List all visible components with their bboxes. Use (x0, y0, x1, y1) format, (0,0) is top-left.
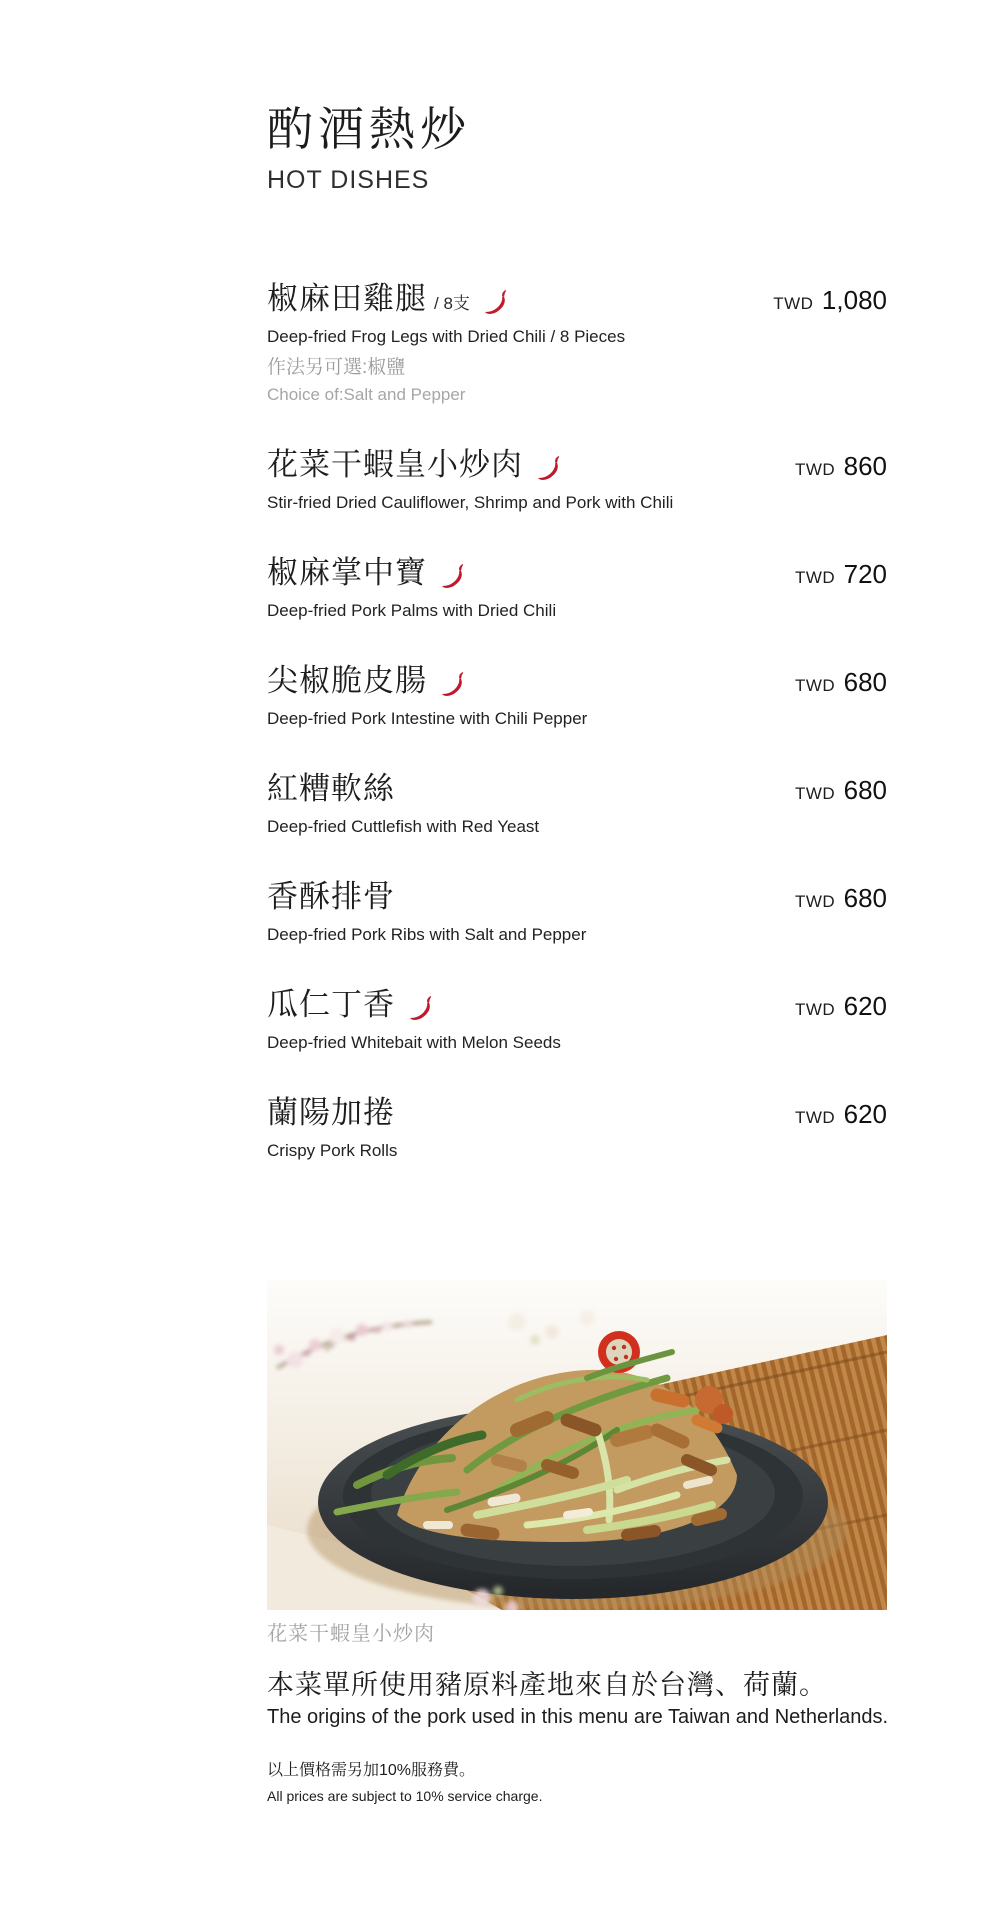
dish-name-row (267, 1095, 395, 1131)
item-head (267, 879, 887, 915)
price-amount: 620 (843, 991, 887, 1021)
menu-item (267, 1095, 887, 1162)
item-head (267, 771, 887, 807)
dish-description-en: Crispy Pork Rolls (267, 1141, 398, 1160)
price-amount: 680 (843, 775, 887, 805)
spicy-chili-icon (437, 669, 470, 702)
photo-caption: 花菜干蝦皇小炒肉 (267, 1623, 435, 1645)
dish-name-row (267, 281, 511, 317)
price (795, 775, 887, 806)
item-head (267, 447, 887, 483)
spicy-chili-icon (533, 453, 566, 486)
price (795, 451, 887, 482)
dish-photo-illustration (267, 1280, 887, 1610)
price (795, 1099, 887, 1130)
dish-portion: / 8支 (434, 294, 470, 313)
spicy-chili-icon (437, 561, 470, 594)
price (795, 559, 887, 590)
dish-name-row (267, 879, 395, 915)
menu-list (267, 281, 887, 1203)
dish-name-zh: 花菜干蝦皇小炒肉 (267, 447, 523, 482)
item-head (267, 281, 887, 317)
dish-name-row (267, 447, 564, 483)
dish-photo (267, 1280, 887, 1610)
dish-name-zh: 椒麻掌中寶 (267, 555, 427, 590)
pork-origin-note (267, 1668, 888, 1729)
menu-item (267, 447, 887, 514)
menu-item (267, 771, 887, 838)
dish-description-en: Deep-fried Whitebait with Melon Seeds (267, 1033, 561, 1052)
dish-name-zh: 尖椒脆皮腸 (267, 663, 427, 698)
dish-description-en: Deep-fried Pork Palms with Dried Chili (267, 601, 557, 620)
spicy-chili-icon (405, 993, 438, 1026)
service-charge-en: All prices are subject to 10% service charge. (267, 1788, 543, 1804)
price-amount: 1,080 (821, 285, 887, 315)
dish-name-row (267, 555, 468, 591)
price (795, 667, 887, 698)
dish-description-en: Deep-fried Cuttlefish with Red Yeast (267, 817, 540, 836)
spicy-chili-icon (479, 287, 512, 320)
dish-name-zh: 椒麻田雞腿 (267, 281, 427, 316)
dish-description-en: Deep-fried Pork Ribs with Salt and Pepper (267, 925, 587, 944)
currency-label: TWD (794, 784, 836, 803)
item-head (267, 987, 887, 1023)
price-amount: 720 (843, 559, 887, 589)
section-header (267, 102, 471, 195)
dish-description-en: Stir-fried Dried Cauliflower, Shrimp and Pork with Chili (267, 493, 674, 512)
currency-label: TWD (794, 460, 836, 479)
section-title-zh: 酌酒熱炒 (267, 103, 471, 155)
dish-name-zh: 瓜仁丁香 (267, 987, 395, 1022)
dish-name-zh: 紅糟軟絲 (267, 771, 395, 806)
dish-note-zh: 作法另可選:椒鹽 (267, 357, 406, 378)
price-amount: 680 (843, 667, 887, 697)
service-charge-zh: 以上價格需另加10%服務費。 (267, 1762, 476, 1779)
price (795, 991, 887, 1022)
service-charge-note (267, 1761, 542, 1804)
menu-item (267, 987, 887, 1054)
dish-name-row (267, 771, 395, 807)
price-amount: 620 (843, 1099, 887, 1129)
price-amount: 860 (843, 451, 887, 481)
currency-label: TWD (794, 1000, 836, 1019)
price (773, 285, 887, 316)
currency-label: TWD (794, 892, 836, 911)
currency-label: TWD (794, 1108, 836, 1127)
dish-description-en: Deep-fried Frog Legs with Dried Chili / 8 Pieces (267, 327, 626, 346)
menu-item (267, 663, 887, 730)
dish-name-row (267, 987, 436, 1023)
dish-name-row (267, 663, 468, 699)
menu-item (267, 879, 887, 946)
dish-name-zh: 香酥排骨 (267, 879, 395, 914)
price (795, 883, 887, 914)
currency-label: TWD (773, 294, 814, 313)
dish-name-zh: 蘭陽加捲 (267, 1095, 395, 1130)
pork-origin-en: The origins of the pork used in this menu are Taiwan and Netherlands. (267, 1706, 889, 1728)
currency-label: TWD (794, 568, 836, 587)
section-title-en: HOT DISHES (267, 166, 430, 195)
dish-description-en: Deep-fried Pork Intestine with Chili Pepper (267, 709, 588, 728)
menu-item (267, 281, 887, 406)
price-amount: 680 (843, 883, 887, 913)
item-head (267, 663, 887, 699)
menu-item (267, 555, 887, 622)
item-head (267, 555, 887, 591)
item-head (267, 1095, 887, 1131)
dish-note-en: Choice of:Salt and Pepper (267, 385, 466, 404)
pork-origin-zh: 本菜單所使用豬原料產地來自於台灣、荷蘭。 (267, 1670, 827, 1700)
currency-label: TWD (794, 676, 836, 695)
